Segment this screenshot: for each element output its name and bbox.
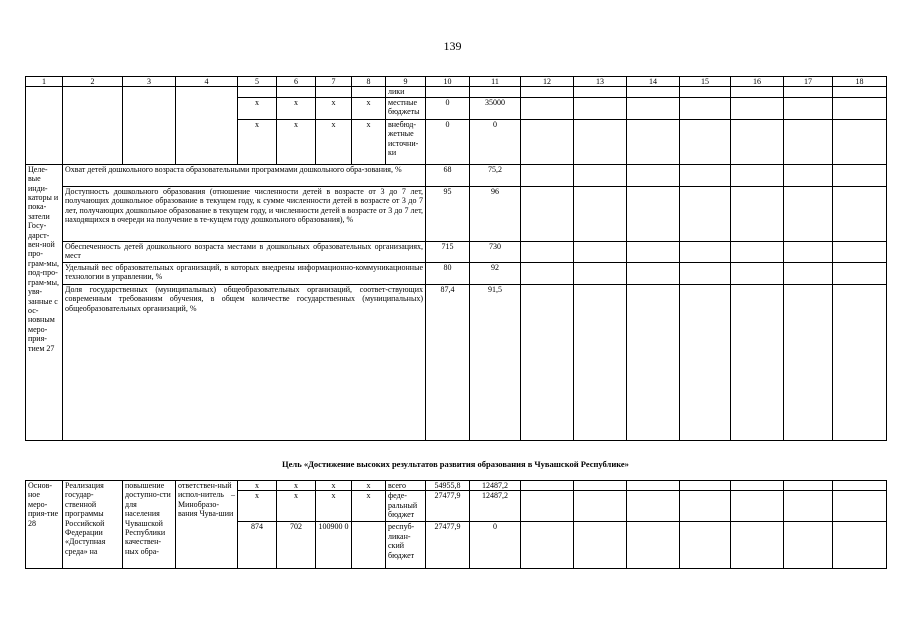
cell: x: [277, 119, 316, 164]
cell: [680, 262, 731, 284]
header-cell: 5: [238, 77, 277, 87]
cell: [833, 522, 887, 569]
cell: [731, 284, 784, 440]
cell: x: [238, 97, 277, 119]
header-cell: 4: [176, 77, 238, 87]
cell: x: [316, 481, 352, 491]
cell: [627, 87, 680, 97]
table-row: [26, 481, 887, 491]
event-name: Основ-ное меро-прия-тие 28: [26, 481, 63, 569]
cell: [833, 119, 887, 164]
cell: [833, 186, 887, 241]
cell: местные бюджеты: [386, 97, 426, 119]
cell: [833, 262, 887, 284]
cell: [521, 97, 574, 119]
cell: [731, 522, 784, 569]
cell: [574, 164, 627, 186]
cell: [731, 119, 784, 164]
cell: [833, 491, 887, 522]
cell: x: [238, 491, 277, 522]
cell: [680, 491, 731, 522]
header-row: [26, 77, 887, 87]
cell: [731, 87, 784, 97]
cell: [574, 119, 627, 164]
header-cell: 10: [426, 77, 470, 87]
cell: [521, 87, 574, 97]
cell: [833, 284, 887, 440]
cell: всего: [386, 481, 426, 491]
cell: x: [277, 481, 316, 491]
cell: [680, 522, 731, 569]
cell: [833, 97, 887, 119]
header-cell: 11: [470, 77, 521, 87]
cell: [574, 186, 627, 241]
cell: [352, 522, 386, 569]
cell: респуб-ликан-ский бюджет: [386, 522, 426, 569]
indicator-value: 92: [470, 262, 521, 284]
cell: [680, 186, 731, 241]
cell: [470, 87, 521, 97]
cell: [784, 186, 833, 241]
cell: [680, 119, 731, 164]
goal-heading: Цель «Достижение высоких результатов развития образования в Чувашской Республике»: [282, 459, 629, 469]
main-table: [25, 76, 887, 441]
cell: [277, 87, 316, 97]
cell: 0: [470, 119, 521, 164]
header-cell: 8: [352, 77, 386, 87]
cell: [784, 522, 833, 569]
cell: [316, 87, 352, 97]
indicator-value: 730: [470, 241, 521, 262]
cell: [627, 186, 680, 241]
cell: [123, 87, 176, 164]
header-cell: 17: [784, 77, 833, 87]
cell: [574, 481, 627, 491]
cell: [627, 481, 680, 491]
cell: [731, 164, 784, 186]
indicator-value: 87,4: [426, 284, 470, 440]
event-description: Реализация госудaр-ственной программы Российской Федерации «Доступная среда» на: [63, 481, 123, 569]
cell: [627, 284, 680, 440]
cell: [521, 119, 574, 164]
cell: x: [352, 481, 386, 491]
cell: 12487,2: [470, 481, 521, 491]
cell: [627, 262, 680, 284]
indicator-value: 95: [426, 186, 470, 241]
header-cell: 1: [26, 77, 63, 87]
cell: [680, 481, 731, 491]
cell: [574, 491, 627, 522]
cell: внебюд-жетные источни-ки: [386, 119, 426, 164]
header-cell: 18: [833, 77, 887, 87]
header-cell: 12: [521, 77, 574, 87]
cell: [680, 241, 731, 262]
indicator-value: 75,2: [470, 164, 521, 186]
cell: x: [316, 119, 352, 164]
header-cell: 9: [386, 77, 426, 87]
cell: [731, 97, 784, 119]
indicator-text: Удельный вес образовательных организаций, в которых внедрены информационно-коммуникационные технологии в управлении, %: [63, 262, 426, 284]
cell: [784, 241, 833, 262]
indicator-value: 80: [426, 262, 470, 284]
indicator-text: Охват детей дошкольного возраста образовательными программами дошкольного обра-зования, %: [63, 164, 426, 186]
cell: [731, 186, 784, 241]
event-goal: повышение доступно-сти для населения Чувашской Республики качествен-ных обра-: [123, 481, 176, 569]
cell: x: [316, 491, 352, 522]
cell: [574, 97, 627, 119]
cell: [63, 87, 123, 164]
cell: 100900 0: [316, 522, 352, 569]
cell: 874: [238, 522, 277, 569]
cell: [574, 284, 627, 440]
cell: 0: [426, 97, 470, 119]
cell: x: [352, 97, 386, 119]
cell: [784, 164, 833, 186]
cell: [833, 241, 887, 262]
cell: [731, 481, 784, 491]
cell: [574, 87, 627, 97]
indicator-text: Обеспеченность детей дошкольного возраста местами в дошкольных образовательных организациях, мест: [63, 241, 426, 262]
cell: [352, 87, 386, 97]
cell: [574, 262, 627, 284]
cell: [521, 522, 574, 569]
cell: [26, 87, 63, 164]
cell: [521, 481, 574, 491]
cell: [521, 241, 574, 262]
cell: x: [352, 491, 386, 522]
cell: [680, 284, 731, 440]
indicator-row: [26, 186, 887, 241]
cell: лики: [386, 87, 426, 97]
cell: [680, 97, 731, 119]
cell: x: [238, 119, 277, 164]
cell: [521, 186, 574, 241]
cell: [680, 87, 731, 97]
cell: [833, 87, 887, 97]
indicator-row: [26, 164, 887, 186]
header-cell: 15: [680, 77, 731, 87]
cell: [784, 284, 833, 440]
header-cell: 14: [627, 77, 680, 87]
cell: 27477,9: [426, 491, 470, 522]
indicator-row: [26, 262, 887, 284]
cell: x: [316, 97, 352, 119]
indicator-value: 96: [470, 186, 521, 241]
cell: [574, 522, 627, 569]
event-table: [25, 480, 887, 569]
cell: [521, 262, 574, 284]
cell: [238, 87, 277, 97]
cell: [627, 119, 680, 164]
header-cell: 13: [574, 77, 627, 87]
cell: x: [352, 119, 386, 164]
cell: [833, 481, 887, 491]
cell: [784, 119, 833, 164]
cell: [833, 164, 887, 186]
page-number: 139: [443, 39, 462, 53]
cell: [784, 262, 833, 284]
cell: 0: [426, 119, 470, 164]
cell: 54955,8: [426, 481, 470, 491]
cell: x: [277, 491, 316, 522]
cell: 12487,2: [470, 491, 521, 522]
indicator-text: Доля государственных (муниципальных) общеобразовательных организаций, соответ-ствующих современным требованиям обучения, в общем количестве государственных (муниципальных) общеобразовательных организаций, %: [63, 284, 426, 440]
indicator-row: [26, 241, 887, 262]
cell: [784, 491, 833, 522]
cell: [521, 284, 574, 440]
cell: 27477,9: [426, 522, 470, 569]
header-cell: 6: [277, 77, 316, 87]
cell: [731, 491, 784, 522]
indicator-value: 715: [426, 241, 470, 262]
indicator-value: 91,5: [470, 284, 521, 440]
cell: x: [277, 97, 316, 119]
header-cell: 7: [316, 77, 352, 87]
cell: 35000: [470, 97, 521, 119]
cell: [627, 491, 680, 522]
cell: [784, 481, 833, 491]
cell: 0: [470, 522, 521, 569]
cell: [784, 97, 833, 119]
header-cell: 16: [731, 77, 784, 87]
cell: [680, 164, 731, 186]
cell: [574, 241, 627, 262]
indicator-value: 68: [426, 164, 470, 186]
cell: [627, 97, 680, 119]
cell: x: [238, 481, 277, 491]
event-executor: ответствен-ный испол-нитель – Минобразо-вания Чува-шии: [176, 481, 238, 569]
header-cell: 3: [123, 77, 176, 87]
cell: [521, 491, 574, 522]
cell: [731, 262, 784, 284]
cell: [627, 241, 680, 262]
cell: [426, 87, 470, 97]
indicator-text: Доступность дошкольного образования (отношение численности детей в возрасте от 3 до 7 лет, получающих дошкольное образование в текущем году, к сумме численности детей в возрасте от 3 до 7 лет, получающих дошкольное образование в текущем году, и численности детей в возрасте от 3 до 7 лет, находящихся в очереди на получение в те-кущем году дошкольного образования), %: [63, 186, 426, 241]
cell: [176, 87, 238, 164]
cell: [731, 241, 784, 262]
cell: [627, 164, 680, 186]
cell: [784, 87, 833, 97]
cell: [521, 164, 574, 186]
cell: 702: [277, 522, 316, 569]
indicator-row: [26, 284, 887, 440]
table-row: [26, 87, 887, 97]
cell: феде-ральный бюджет: [386, 491, 426, 522]
header-cell: 2: [63, 77, 123, 87]
cell: [627, 522, 680, 569]
indicators-label: Целе-вые инди-каторы и пока-затели Госу-дарст-вен-ной про-грам-мы, под-про-грам-мы, увя-занные с ос-новным меро-прия-тием 27: [26, 164, 63, 440]
